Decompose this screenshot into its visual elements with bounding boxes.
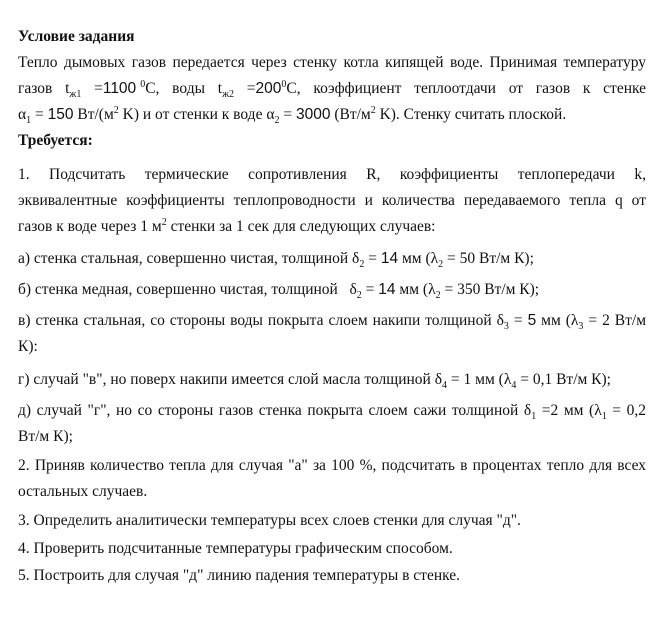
item-4: 4. Проверить подсчитанные температуры графическим способом. (18, 540, 453, 557)
condition-line-1: Тепло дымовых газов передается через стенку котла кипящей воде. Принимая температуру (18, 54, 646, 71)
condition-heading: Условие задания (18, 28, 135, 45)
condition-line-3: $\alpha_1 = 150$ $Вт/(м^2$ K) и от стенки к воде $\alpha_2 = 3000$ ($Вт/м^2$ K). Стенку считать плоской. (18, 104, 567, 127)
case-a: а) стенка стальная, совершенно чистая, толщиной $\delta_2 = 14$ мм ($\lambda_2 = 50$ Вт/м К); (18, 250, 534, 271)
item-5: 5. Построить для случая "д" линию падения температуры в стенке. (18, 567, 461, 584)
condition-line-2: газов $t_{ж1} =1100$ $^0$С, воды $t_{ж2} =200^0С$, коэффициент теплоотдачи от газов к стенке (18, 78, 647, 101)
item-2-line-1: 2. Приняв количество тепла для случая "а" за 100 %, подсчитать в процентах тепло для всех (18, 457, 646, 474)
case-d: д) случай "г", но со стороны газов стенка покрыта слоем сажи толщиной $\delta_1 =2$ мм ($\lambda_1 = 0,2$ (18, 402, 646, 423)
case-v-line-2: К): (18, 338, 38, 355)
case-g: г) случай "в", но поверх накипи имеется слой масла толщиной $\delta_4 = 1$ мм ($\lambda_4 = 0,1$ Вт/м К); (18, 371, 611, 392)
case-b: б) стенка медная, совершенно чистая, толщиной $\delta_2 = 14$ мм ($\lambda_2 = 350$ Вт/м К); (18, 281, 540, 302)
item-3: 3. Определить аналитически температуры всех слоев стенки для случая "д". (18, 512, 521, 529)
item-1-line-3: газов к воде через 1 $м^2$ стенки за 1 сек для следующих случаев: (18, 216, 436, 235)
case-v: в) стенка стальная, со стороны воды покрыта слоем накипи толщиной $\delta_3 = 5$ мм ($\lambda_3 = 2$ Вт/м (18, 312, 647, 333)
item-1-line-2: эквивалентные коэффициенты теплопроводности и количества передаваемого тепла q от (18, 192, 646, 209)
item-1-line-1: 1. Подсчитать термические сопротивления R, коэффициенты теплопередачи k, (18, 166, 646, 183)
item-2-line-2: остальных случаев. (18, 483, 148, 500)
case-d-line-2: Вт/м К); (18, 428, 73, 445)
required-heading: Требуется: (18, 132, 93, 149)
